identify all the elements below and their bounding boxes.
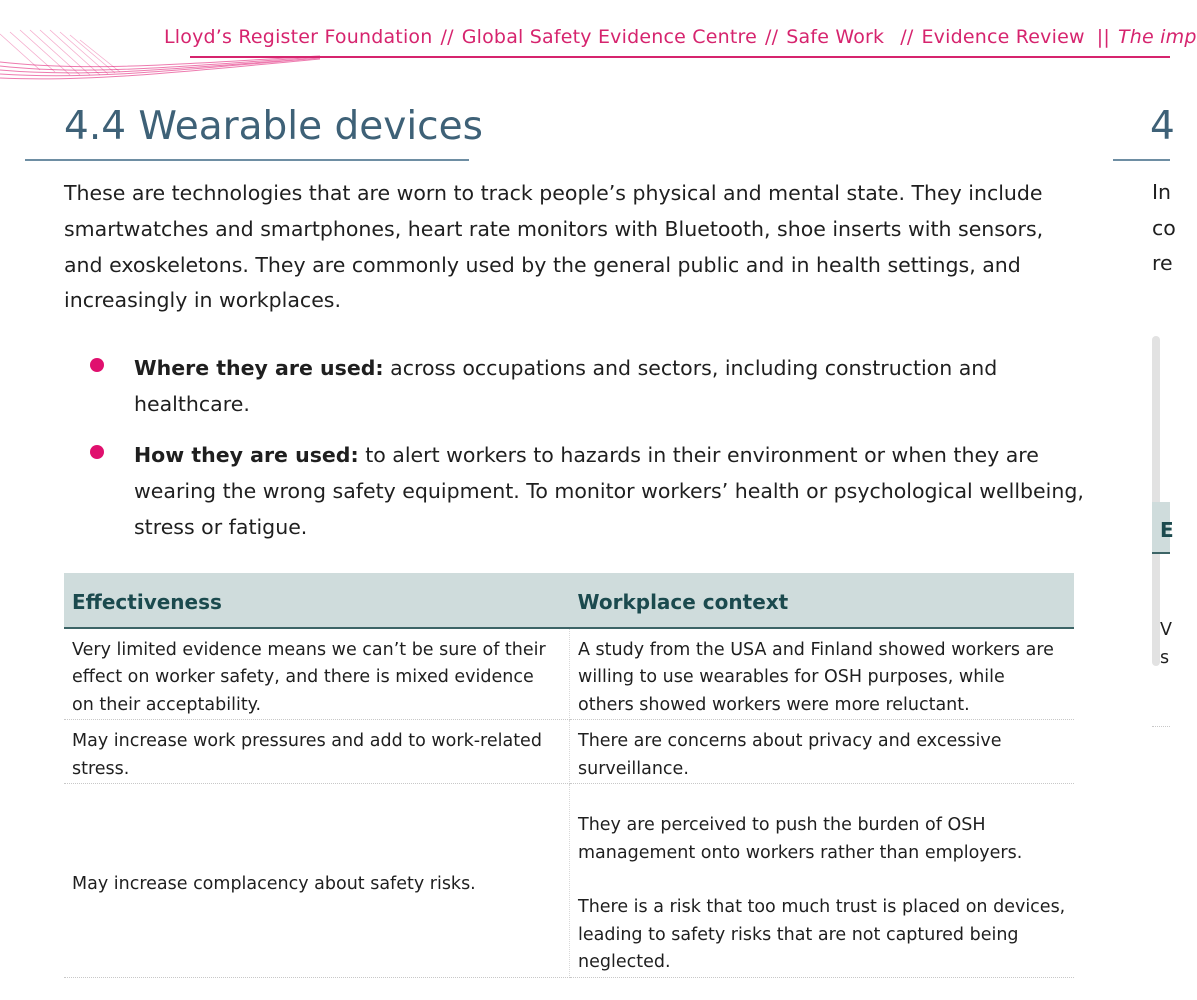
context-cell: [570, 720, 1075, 784]
table-row: [64, 720, 1074, 784]
breadcrumb: [164, 26, 1197, 48]
next-page-title-fragment: 4: [1150, 104, 1175, 149]
effectiveness-cell: Very limited evidence means we can’t be sure of their effect on worker safety, and there is mixed evidence on their acceptability.: [64, 628, 570, 720]
next-page-table-text-fragment: s: [1160, 648, 1170, 668]
table-row: [64, 628, 1074, 720]
header-rule: [190, 56, 1170, 58]
breadcrumb-separator: //: [440, 26, 454, 48]
next-page-text-fragment: co: [1152, 216, 1176, 240]
context-cell: [570, 784, 1075, 978]
bullet-item-how: [64, 437, 1094, 545]
table-header-row: [64, 573, 1074, 628]
next-page-text-fragment: re: [1152, 251, 1173, 275]
breadcrumb-item-foundation[interactable]: Lloyd’s Register Foundation: [164, 26, 433, 48]
breadcrumb-separator: //: [900, 26, 914, 48]
next-page-table-header-fragment: E: [1160, 518, 1174, 542]
column-header-effectiveness: Effectiveness: [64, 573, 570, 628]
bullet-list: [64, 350, 1094, 560]
context-paragraph: They are perceived to push the burden of OSH management onto workers rather than employers.: [578, 815, 1023, 863]
bullet-dot-icon: [90, 358, 104, 372]
effectiveness-cell: May increase complacency about safety risks.: [64, 784, 570, 978]
breadcrumb-separator: ||: [1096, 26, 1110, 48]
next-page-scrollbar[interactable]: [1152, 336, 1160, 666]
intro-paragraph: These are technologies that are worn to track people’s physical and mental state. They include smartwatches and smartphones, heart rate monitors with Bluetooth, shoe inserts with sensors, and exoskeletons. They are commonly used by the general public and in health settings, and increasingly in workplaces.: [64, 181, 1044, 313]
next-page-text-fragment: In: [1152, 180, 1172, 204]
breadcrumb-separator: //: [765, 26, 779, 48]
table-row: [64, 784, 1074, 978]
breadcrumb-item-evidence-centre[interactable]: Global Safety Evidence Centre: [461, 26, 757, 48]
breadcrumb-item-safe-work[interactable]: Safe Work: [786, 26, 885, 48]
bullet-text: to alert workers to hazards in their environment or when they are wearing the wrong safety equipment. To monitor workers’ health or psychological wellbeing, stress or fatigue.: [134, 443, 1084, 539]
title-underline: [25, 159, 469, 161]
next-page-table-row-divider: [1152, 726, 1170, 727]
bullet-lead: Where they are used:: [134, 356, 384, 380]
section-title: 4.4 Wearable devices: [64, 104, 483, 149]
bullet-dot-icon: [90, 445, 104, 459]
breadcrumb-item-evidence-review[interactable]: Evidence Review: [921, 26, 1085, 48]
column-header-workplace-context: Workplace context: [570, 573, 1075, 628]
next-page-table-header: [1152, 502, 1174, 554]
context-cell: [570, 628, 1075, 720]
bullet-text: across occupations and sectors, including construction and healthcare.: [134, 356, 998, 416]
bullet-item-where: [64, 350, 1094, 422]
effectiveness-cell: May increase work pressures and add to work-related stress.: [64, 720, 570, 784]
evidence-table: [64, 573, 1074, 978]
next-page-table-text-fragment: V: [1160, 620, 1172, 640]
context-paragraph: There is a risk that too much trust is placed on devices, leading to safety risks that are not captured being neglected.: [578, 897, 1066, 972]
next-page-title-underline: [1113, 159, 1170, 161]
context-paragraph: A study from the USA and Finland showed workers are willing to use wearables for OSH purposes, while others showed workers were more reluctant.: [578, 639, 1054, 715]
bullet-lead: How they are used:: [134, 443, 359, 467]
context-paragraph: There are concerns about privacy and excessive surveillance.: [578, 731, 1002, 779]
breadcrumb-doc-title: The imp: [1117, 26, 1197, 48]
